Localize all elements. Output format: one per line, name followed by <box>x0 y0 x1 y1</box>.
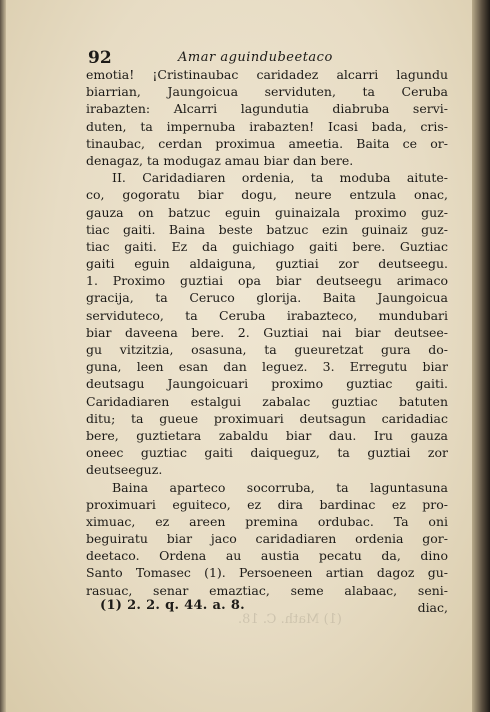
text-line: guna, leen esan dan leguez. 3. Erregutu biar <box>86 359 448 375</box>
footnote: (1) 2. 2. q. 44. a. 8. <box>100 598 245 613</box>
text-line: Caridadiaren estalgui zabalac guztiac batuten <box>86 393 448 409</box>
page-gutter-shadow <box>472 0 490 712</box>
text-line: ditu; ta gueue proximuari deutsagun caridadiac <box>86 410 448 426</box>
text-line: diac, <box>417 599 448 615</box>
running-head: Amar aguindubeetaco <box>178 50 333 65</box>
text-line: 1. Proximo guztiai opa biar deutseegu arimaco <box>86 273 448 289</box>
text-line: oneec guztiac gaiti daiqueguz, ta guztiai zor <box>86 445 448 461</box>
text-line: rasuac, senar emaztiac, seme alabaac, seni- <box>86 582 448 598</box>
page-left-edge <box>0 0 6 712</box>
text-line: emotia! ¡Cristinaubac caridadez alcarri lagundu <box>86 67 448 82</box>
text-line: Baina aparteco socorruba, ta laguntasuna <box>112 479 448 495</box>
text-line: serviduteco, ta Ceruba irabazteco, mundubari <box>86 307 448 323</box>
text-line: gracija, ta Ceruco glorija. Baita Jaungoicua <box>86 290 448 306</box>
text-line: gaiti eguin aldaiguna, guztiai zor deutseegu. <box>86 256 448 272</box>
text-line: gu vitzitzia, osasuna, ta gueuretzat gura do- <box>86 342 448 357</box>
page-number: 92 <box>88 48 112 68</box>
body-text <box>86 66 448 616</box>
text-line: gauza on batzuc eguin guinaizala proximo guz- <box>86 204 448 220</box>
text-line: tiac gaiti. Baina beste batzuc ezin guinaiz guz- <box>86 221 448 237</box>
text-line: beguiratu biar jaco caridadiaren ordenia gor- <box>86 531 448 547</box>
text-line: ximuac, ez areen premina ordubac. Ta oni <box>86 513 448 529</box>
text-line: biarrian, Jaungoicua serviduten, ta Ceruba <box>86 84 448 100</box>
text-line: Santo Tomasec (1). Persoeneen artian dagoz gu- <box>86 565 448 581</box>
text-line: denagaz, ta modugaz amau biar dan bere. <box>86 152 354 168</box>
text-line: duten, ta impernuba irabazten! Icasi bada, cris- <box>86 118 448 134</box>
text-line: deetaco. Ordena au austia pecatu da, dino <box>86 548 448 564</box>
text-line: deutsagu Jaungoicuari proximo guztiac gaiti. <box>86 376 448 392</box>
bleed-through-text: (1) Math. C. 18. <box>238 612 342 627</box>
text-line: irabazten: Alcarri lagundutia diabruba servi- <box>86 101 448 117</box>
text-line: bere, guztietara zabaldu biar dau. Iru gauza <box>86 427 448 443</box>
text-line: II. Caridadiaren ordenia, ta moduba aitute- <box>112 170 448 186</box>
text-line: deutseeguz. <box>86 462 163 478</box>
text-line: tinaubac, cerdan proximua ameetia. Baita ce or- <box>86 135 448 151</box>
text-line: co, gogoratu biar dogu, neure entzula onac, <box>86 187 448 203</box>
text-line: proximuari eguiteco, ez dira bardinac ez pro- <box>86 496 448 512</box>
text-line: tiac gaiti. Ez da guichiago gaiti bere. Guztiac <box>86 238 448 254</box>
text-line: biar daveena bere. 2. Guztiai nai biar deutsee- <box>86 324 448 340</box>
